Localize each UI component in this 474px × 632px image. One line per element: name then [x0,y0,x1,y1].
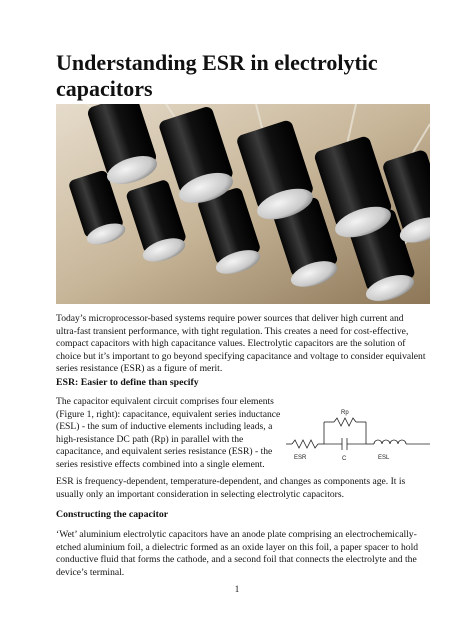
c-label: C [342,456,347,462]
esl-label: ESL [378,455,390,461]
esr-dependence-paragraph: ESR is frequency-dependent, temperature-dependent, and changes as components age. It is usually only an important consideration in selecting electrolytic capacitors. [56,476,406,500]
rp-label: Rp [341,410,349,416]
capacitors-illustration [56,104,430,304]
document-title: Understanding ESR in electrolytic capacitors [56,50,378,101]
capacitors-photo [56,104,430,304]
equivalent-circuit-figure [286,404,430,464]
esr-section-heading: ESR: Easier to define than specify [56,377,199,388]
construction-section-heading: Constructing the capacitor [56,509,169,520]
esr-label: ESR [294,455,307,461]
equivalent-circuit-paragraph: The capacitor equivalent circuit comprises four elements (Figure 1, right): capacitance, equivalent series inductance (ESL) - the sum of inductive elements including leads, a high-resistance DC path (Rp) in parallel with the capacitance, and equivalent series resistance (ESR) - the series resistive effects combined into a single element. [56,396,281,470]
intro-paragraph: Today’s microprocessor-based systems require power sources that deliver high current and ultra-fast transient performance, with tight regulation. This creates a need for cost-effective, compact capacitors with high capacitance values. Electrolytic capacitors are the solution of choice but it’s important to go beyond specifying capacitance and voltage to consider equivalent series resistance (ESR) as a figure of merit. [56,313,426,375]
circuit-diagram [286,404,430,464]
page-number: 1 [234,584,240,594]
construction-paragraph: ‘Wet’ aluminium electrolytic capacitors have an anode plate comprising an electrochemically-etched aluminium foil, a dielectric formed as an oxide layer on this foil, a paper spacer to hold conductive fluid that forms the cathode, and a second foil that connects the electrolyte and the device’s terminal. [56,529,419,578]
